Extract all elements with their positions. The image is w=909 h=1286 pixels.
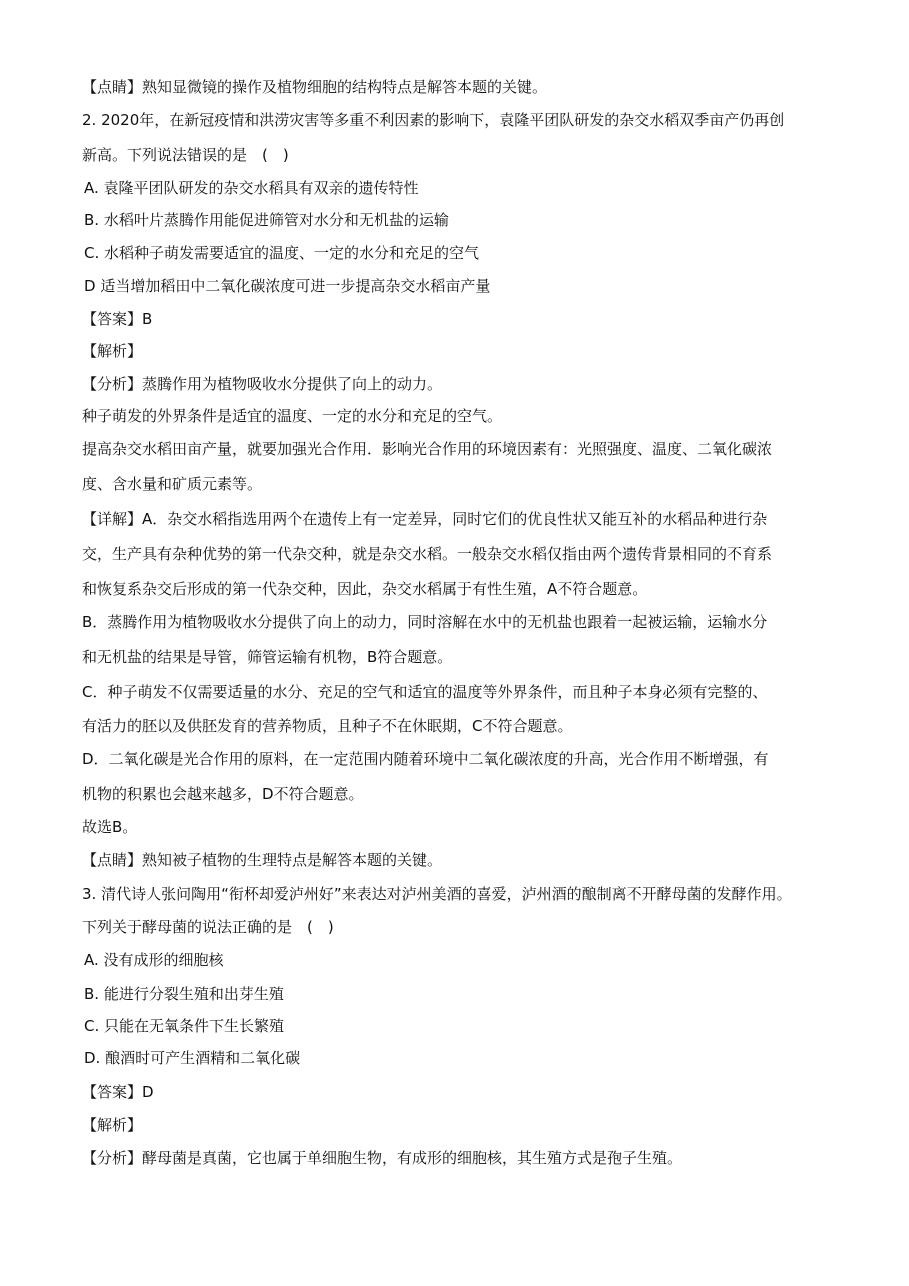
text-line: C．种子萌发不仅需要适量的水分、充足的空气和适宜的温度等外界条件，而且种子本身必须有完整的、 (82, 683, 768, 701)
option-b: B. 能进行分裂生殖和出芽生殖 (84, 985, 284, 1003)
text-line: 和恢复系杂交后形成的第一代杂交种，因此，杂交水稻属于有性生殖，A不符合题意。 (82, 580, 648, 598)
text-line: 和无机盐的结果是导管，筛管运输有机物，B符合题意。 (82, 648, 453, 666)
option-c: C. 只能在无氧条件下生长繁殖 (84, 1017, 285, 1035)
question-3-stem-cont: 下列关于酵母菌的说法正确的是 ( ) (82, 918, 334, 936)
text-line: 【点睛】熟知被子植物的生理特点是解答本题的关键。 (82, 851, 443, 869)
text-line: 提高杂交水稻田亩产量，就要加强光合作用．影响光合作用的环境因素有：光照强度、温度、二氧化碳浓 (82, 440, 773, 458)
text-line: 【分析】蒸腾作用为植物吸收水分提供了向上的动力。 (82, 375, 443, 393)
option-a: A. 袁隆平团队研发的杂交水稻具有双亲的遗传特性 (84, 179, 419, 197)
answer-label: 【答案】D (82, 1083, 154, 1101)
text-line: 【点睛】熟知显微镜的操作及植物细胞的结构特点是解答本题的关键。 (82, 78, 548, 96)
option-a: A. 没有成形的细胞核 (84, 951, 224, 969)
text-line: 【分析】酵母菌是真菌，它也属于单细胞生物，有成形的细胞核，其生殖方式是孢子生殖。 (82, 1149, 683, 1167)
text-line: 【详解】A．杂交水稻指选用两个在遗传上有一定差异，同时它们的优良性状又能互补的水稻品种进行杂 (82, 510, 768, 528)
text-line: D．二氧化碳是光合作用的原料，在一定范围内随着环境中二氧化碳浓度的升高，光合作用不断增强，有 (82, 750, 769, 768)
text-line: 有活力的胚以及供胚发育的营养物质，且种子不在休眠期，C不符合题意。 (82, 717, 573, 735)
question-3-stem: 3. 清代诗人张问陶用“衔杯却爱泸州好”来表达对泸州美酒的喜爱，泸州酒的酿制离不开酵母菌的发酵作用。 (82, 885, 792, 903)
text-line: B．蒸腾作用为植物吸收水分提供了向上的动力，同时溶解在水中的无机盐也跟着一起被运输，运输水分 (82, 613, 768, 631)
text-line: 种子萌发的外界条件是适宜的温度、一定的水分和充足的空气。 (82, 407, 503, 425)
option-d: D 适当增加稻田中二氧化碳浓度可进一步提高杂交水稻亩产量 (84, 277, 491, 295)
text-line: 故选B。 (82, 818, 138, 836)
text-line: 交，生产具有杂种优势的第一代杂交种，就是杂交水稻。一般杂交水稻仅指由两个遗传背景相同的不育系 (82, 545, 773, 563)
option-d: D. 酿酒时可产生酒精和二氧化碳 (84, 1049, 301, 1067)
text-line: 机物的积累也会越来越多，D不符合题意。 (82, 785, 364, 803)
analysis-label: 【解析】 (82, 1116, 143, 1134)
answer-label: 【答案】B (82, 310, 153, 328)
option-b: B. 水稻叶片蒸腾作用能促进筛管对水分和无机盐的运输 (84, 211, 449, 229)
option-c: C. 水稻种子萌发需要适宜的温度、一定的水分和充足的空气 (84, 244, 480, 262)
analysis-label: 【解析】 (82, 342, 143, 360)
question-2-stem-cont: 新高。下列说法错误的是 ( ) (82, 146, 289, 164)
text-line: 度、含水量和矿质元素等。 (82, 475, 263, 493)
question-2-stem: 2. 2020年，在新冠疫情和洪涝灾害等多重不利因素的影响下，袁隆平团队研发的杂交水稻双季亩产仍再创 (82, 111, 785, 129)
